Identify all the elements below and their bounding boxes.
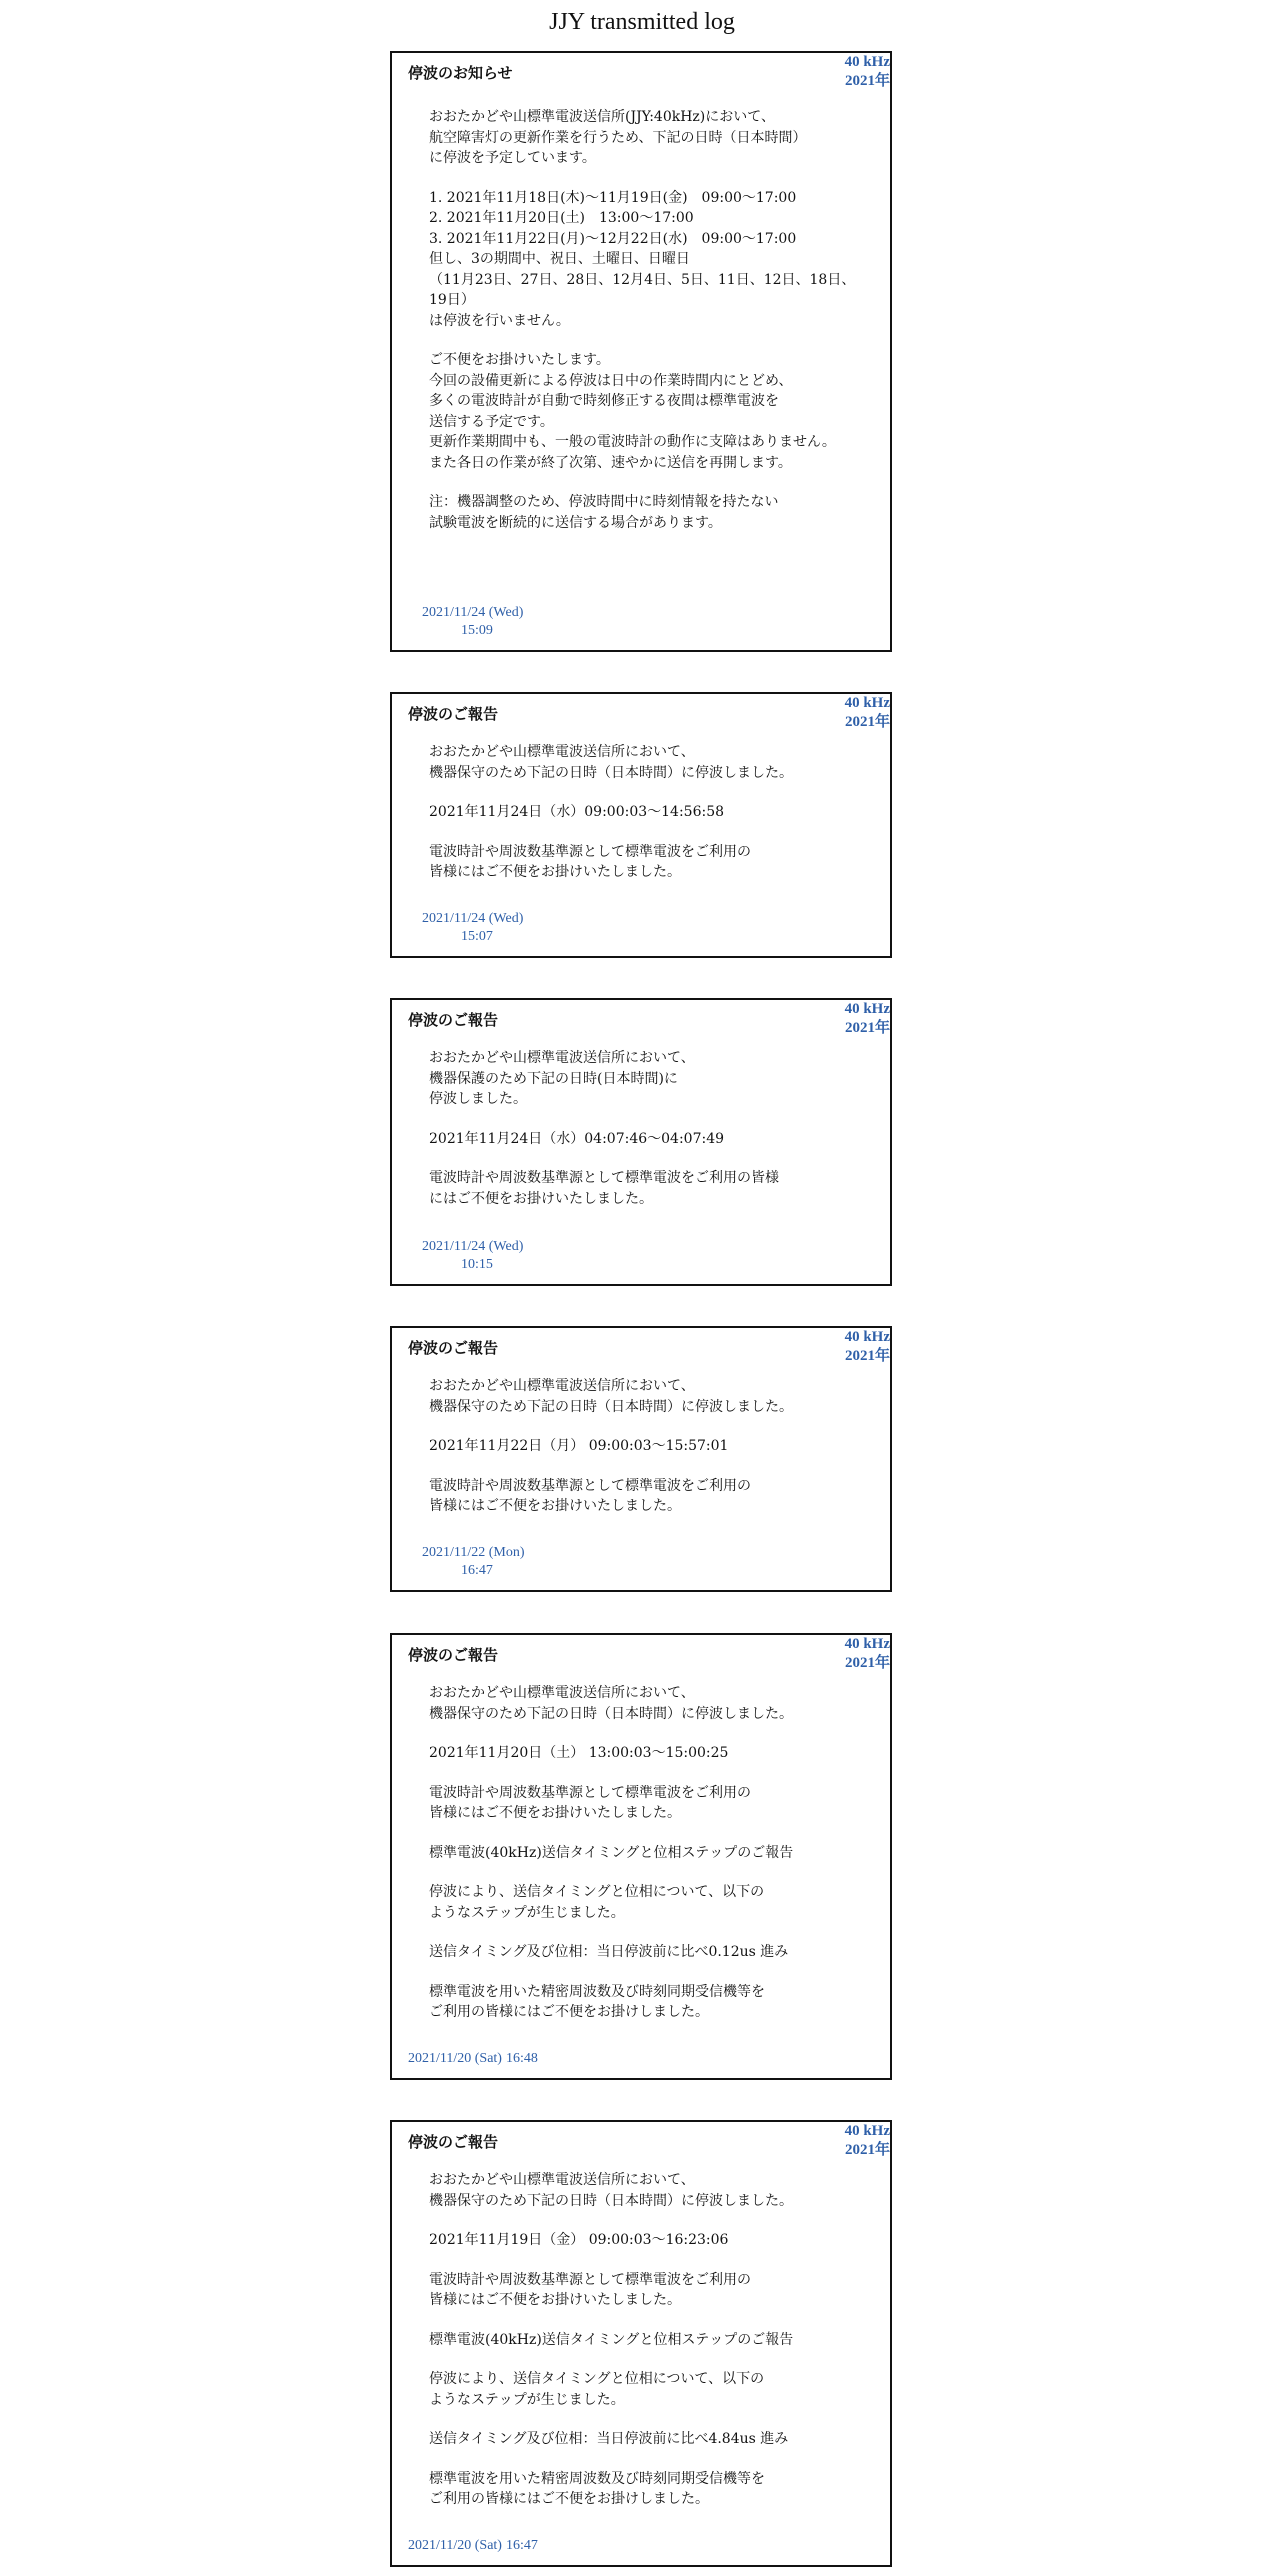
entry-paragraph: 1. 2021年11月18日(木)～11月19日(金) 09:00～17:00 2. 2021年11月20日(土) 13:00～17:00 3. 2021年11月22日(月)～12月22日(水) 09:00～17:00 但し、3の期間中、祝日、土曜日、日曜日 （11月23日、27日、28日、12月4日、5日、11日、12日、18日、19日） は停波を行いません。 (429, 189, 856, 329)
entry-paragraph: おおたかどや山標準電波送信所において、 機器保守のため下記の日時（日本時間）に停波しました。 (429, 1378, 793, 1415)
frequency-tag[interactable] (845, 2122, 890, 2160)
entry-paragraph: 標準電波を用いた精密周波数及び時刻同期受信機等を ご利用の皆様にはご不便をお掛けしました。 (429, 1983, 765, 2020)
log-entry (390, 998, 892, 1286)
entry-paragraph: おおたかどや山標準電波送信所において、 機器保守のため下記の日時（日本時間）に停波しました。 (429, 744, 793, 781)
entry-paragraph: 標準電波を用いた精密周波数及び時刻同期受信機等を ご利用の皆様にはご不便をお掛けしました。 (429, 2470, 765, 2507)
entry-paragraph: おおたかどや山標準電波送信所において、 機器保護のため下記の日時(日本時間)に 停波しました。 (429, 1050, 695, 1107)
entry-paragraph: 2021年11月19日（金） 09:00:03～16:23:06 (429, 2232, 729, 2248)
entry-timestamp[interactable] (422, 604, 523, 640)
entry-paragraph: 2021年11月20日（土） 13:00:03～15:00:25 (429, 1745, 729, 1761)
year-label: 2021年 (844, 1655, 890, 1671)
frequency-tag[interactable] (845, 1000, 890, 1038)
entry-paragraph: 2021年11月24日（水）09:00:03～14:56:58 (429, 804, 725, 820)
frequency-tag[interactable] (845, 1328, 890, 1366)
entry-time: 16:47 (505, 2538, 538, 2553)
entry-title: 停波のご報告 (408, 1339, 499, 1357)
entry-paragraph: 2021年11月22日（月） 09:00:03～15:57:01 (429, 1438, 729, 1454)
entry-paragraph: 電波時計や周波数基準源として標準電波をご利用の 皆様にはご不便をお掛けいたしました。 (429, 2271, 751, 2308)
entry-time: 16:48 (505, 2051, 538, 2066)
entry-paragraph: 電波時計や周波数基準源として標準電波をご利用の皆様 にはご不便をお掛けいたしました。 (429, 1170, 779, 1207)
frequency-tag[interactable] (845, 694, 890, 732)
entry-title: 停波のご報告 (408, 705, 499, 723)
entry-paragraph: 停波により、送信タイミングと位相について、以下の ようなステップが生じました。 (429, 1884, 765, 1921)
entry-paragraph: 電波時計や周波数基準源として標準電波をご利用の 皆様にはご不便をお掛けいたしました。 (429, 1784, 751, 1821)
page-title: JJY transmitted log (549, 9, 735, 35)
entry-paragraph: 停波により、送信タイミングと位相について、以下の ようなステップが生じました。 (429, 2371, 765, 2408)
entry-timestamp[interactable] (422, 1544, 525, 1580)
entry-date: 2021/11/24 (Wed) (422, 605, 524, 620)
entry-paragraph: 電波時計や周波数基準源として標準電波をご利用の 皆様にはご不便をお掛けいたしました。 (429, 1477, 751, 1514)
year-label: 2021年 (844, 73, 890, 89)
entry-timestamp[interactable] (408, 2050, 538, 2068)
frequency-label: 40 kHz (844, 1329, 890, 1345)
entry-paragraph: 2021年11月24日（水）04:07:46～04:07:49 (429, 1130, 725, 1147)
entry-paragraph: 標準電波(40kHz)送信タイミングと位相ステップのご報告 (429, 2331, 794, 2348)
entry-paragraph: 注：機器調整のため、停波時間中に時刻情報を持たない 試験電波を断続的に送信する場合があります。 (429, 494, 779, 531)
log-entry (390, 2120, 892, 2567)
entry-body (429, 1048, 869, 1209)
entry-paragraph: 電波時計や周波数基準源として標準電波をご利用の 皆様にはご不便をお掛けいたしました。 (429, 843, 751, 880)
entry-timestamp[interactable] (408, 2537, 538, 2555)
year-label: 2021年 (844, 1348, 890, 1364)
entry-body (429, 2170, 869, 2510)
year-label: 2021年 (844, 2142, 890, 2158)
log-entry (390, 1326, 892, 1592)
year-label: 2021年 (844, 714, 890, 730)
entry-paragraph: 送信タイミング及び位相：当日停波前に比べ0.12us 進み (429, 1944, 789, 1960)
entry-paragraph: おおたかどや山標準電波送信所において、 機器保守のため下記の日時（日本時間）に停波しました。 (429, 2172, 793, 2209)
entry-body (429, 742, 869, 883)
entry-paragraph: 標準電波(40kHz)送信タイミングと位相ステップのご報告 (429, 1844, 794, 1861)
frequency-label: 40 kHz (844, 1636, 890, 1652)
entry-title: 停波のご報告 (408, 1011, 499, 1029)
entry-date: 2021/11/24 (Wed) (422, 911, 524, 926)
entry-date: 2021/11/22 (Mon) (422, 1545, 525, 1560)
entry-date: 2021/11/20 (Sat) (408, 2051, 502, 2066)
entry-body (429, 1376, 869, 1517)
entry-date: 2021/11/24 (Wed) (422, 1239, 524, 1254)
frequency-label: 40 kHz (844, 2123, 890, 2139)
entry-paragraph: おおたかどや山標準電波送信所において、 機器保守のため下記の日時（日本時間）に停波しました。 (429, 1685, 793, 1722)
entry-body (429, 107, 869, 533)
entry-title: 停波のご報告 (408, 2133, 499, 2151)
entry-paragraph: ご不便をお掛けいたします。 今回の設備更新による停波は日中の作業時間内にとどめ、 多くの電波時計が自動で時刻修正する夜間は標準電波を 送信する予定です。 更新作業期間中も、一般の電波時計の動作に支障はありません。 また各日の作業が終了次第、速やかに送信を再開します。 (429, 352, 836, 471)
entry-paragraph: 送信タイミング及び位相：当日停波前に比べ4.84us 進み (429, 2431, 789, 2447)
frequency-label: 40 kHz (844, 695, 890, 711)
entry-time: 16:47 (461, 1563, 493, 1578)
log-entry (390, 51, 892, 652)
log-entry (390, 692, 892, 958)
entry-time: 10:15 (461, 1257, 493, 1272)
entry-timestamp[interactable] (422, 1238, 523, 1274)
frequency-label: 40 kHz (844, 54, 890, 70)
entry-title: 停波のお知らせ (408, 64, 513, 82)
entry-date: 2021/11/20 (Sat) (408, 2538, 502, 2553)
frequency-tag[interactable] (845, 53, 890, 91)
year-label: 2021年 (844, 1020, 890, 1036)
frequency-tag[interactable] (845, 1635, 890, 1673)
entry-title: 停波のご報告 (408, 1646, 499, 1664)
entry-paragraph: おおたかどや山標準電波送信所(JJY:40kHz)において、 航空障害灯の更新作業を行うため、下記の日時（日本時間） に停波を予定しています。 (429, 109, 807, 166)
log-entry (390, 1633, 892, 2080)
entry-time: 15:09 (461, 623, 493, 638)
entry-body (429, 1683, 869, 2023)
entry-time: 15:07 (461, 929, 493, 944)
frequency-label: 40 kHz (844, 1001, 890, 1017)
entry-timestamp[interactable] (422, 910, 523, 946)
